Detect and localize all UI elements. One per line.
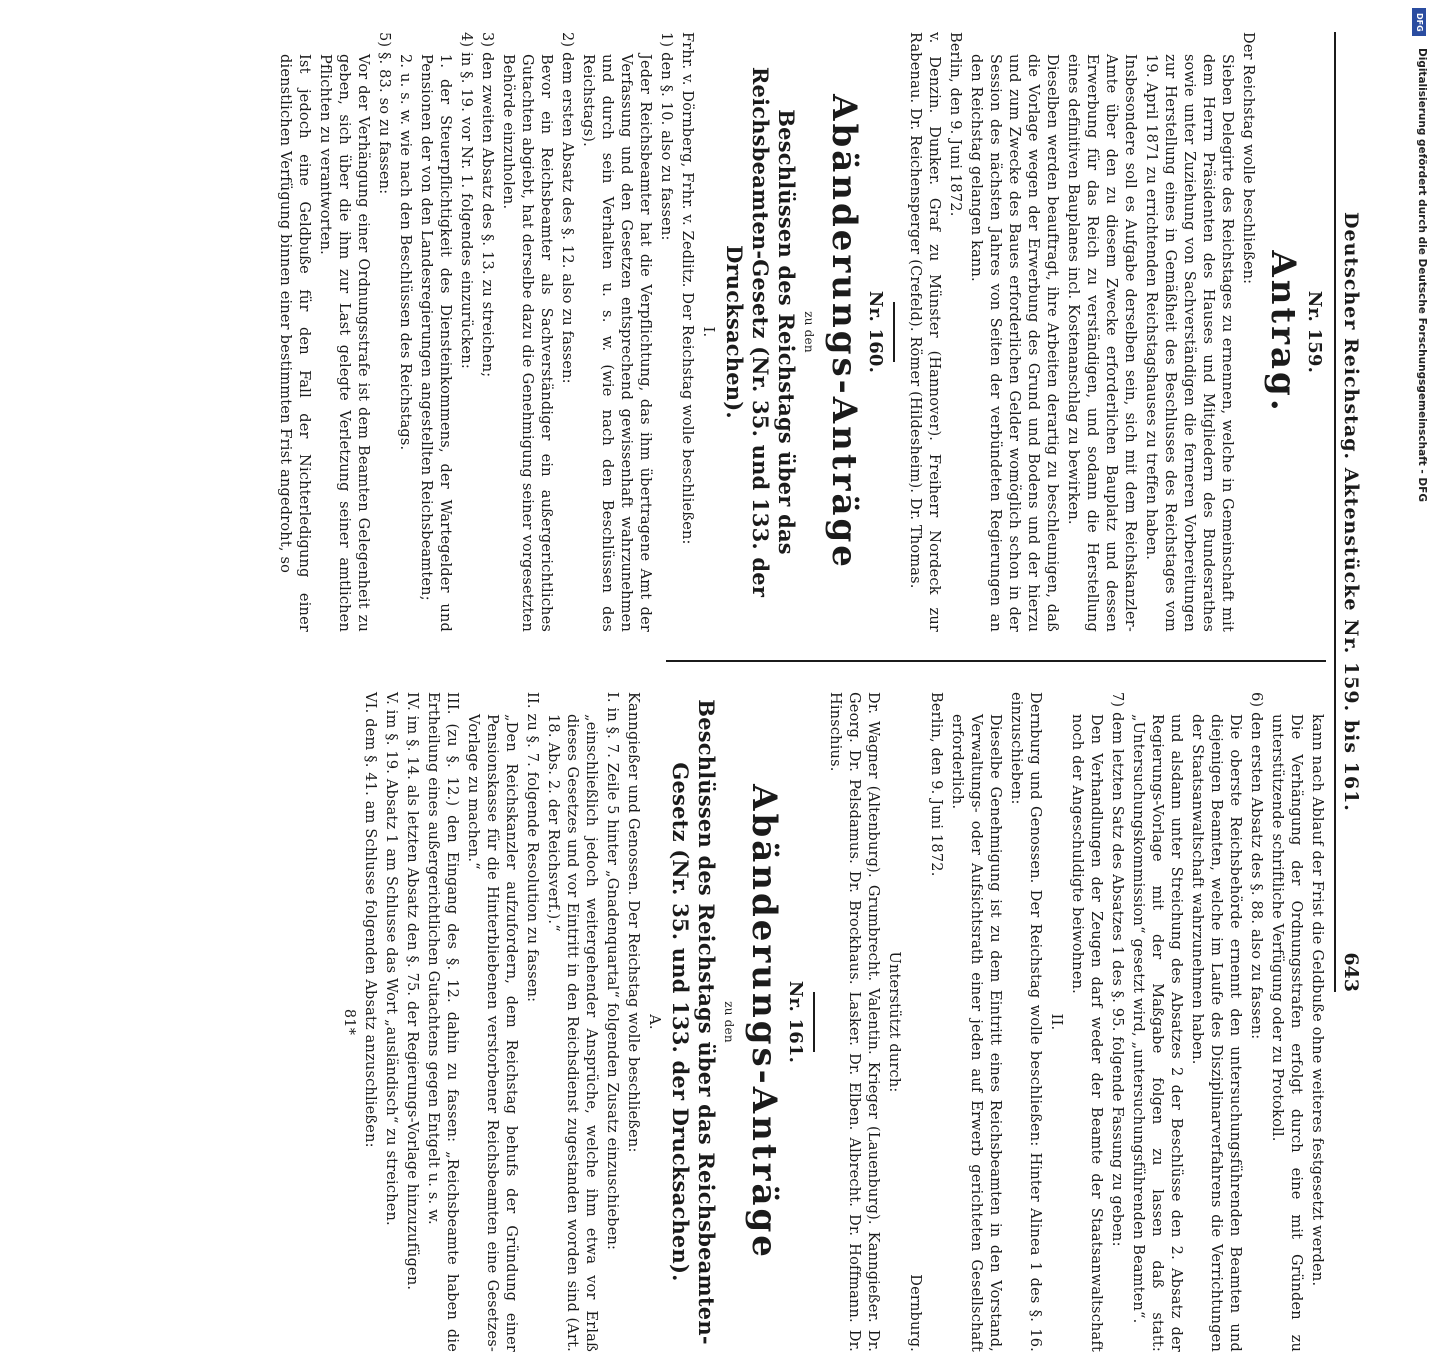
separator-rule bbox=[893, 302, 895, 362]
paragraph: Dieselben werden beauftragt, ihre Arbeiten derartig zu beschleunigen, daß die Vorlage wegen der Erwerbung des Grund und Bodens und der hierzu und zum Zwecke des Baues erforderlichen Gelder womöglich schon in der Session des nächsten Jahres von Seiten der verbündeten Regierungen an den Reichstag gelangen kann. bbox=[968, 54, 1060, 632]
paragraph: Sieben Delegirte des Reichstages zu ernennen, welche in Gemeinschaft mit dem Herrn Präsidenten des Hauses und Mitgliedern des Bundesrathes sowie unter Zuziehung von Sachverständigen die ferneren Vorbereitungen zur Herstellung eines in Gemäßheit des Beschlusses des Reichstages vom 19. April 1871 zu errichtenden Reichstagshauses zu treffen haben. bbox=[1143, 54, 1235, 632]
section-heading: Beschlüssen des Reichstags über das Reichsbeamten-Gesetz (Nr. 35. und 133. der Drucksachen). bbox=[668, 699, 719, 1345]
paragraph: Jeder Reichsbeamter hat die Verpflichtung, das ihm übertragene Amt der Verfassung und den Gesetzen entsprechend gewissenhaft wahrzunehmen und durch sein Verhalten u. s. w. (wie nach den Beschlüssen des Reichstags). bbox=[580, 54, 653, 632]
paragraph: Dieselbe Genehmigung ist zu dem Eintritt eines Reichsbeamten in den Vorstand, Verwaltungs- oder Aufsichtsrath einer jeden auf Erwerb gerichteten Gesellschaft erforderlich. bbox=[949, 714, 1003, 1352]
paragraph: Den Verhandlungen der Zeugen darf weder der Beamte der Staatsanwaltschaft noch der Angeschuldigte beiwohnen. bbox=[1069, 714, 1104, 1352]
header-title: Deutscher Reichstag. Aktenstücke Nr. 159. bis 161. bbox=[1340, 212, 1362, 812]
paragraph: Vor der Verhängung einer Ordnungsstrafe ist dem Beamten Gelegenheit zu geben, sich über die ihm zur Last gelegte Verletzung seiner amtlichen Pflichten zu verantworten. bbox=[317, 54, 371, 632]
signer: Dernburg. bbox=[907, 1274, 923, 1352]
paragraph: Bevor ein Reichsbeamter als Sachverständiger ein außergerichtliches Gutachten abgiebt, hat derselbe dazu die Genehmigung seiner vorgesetzten Behörde einzuholen. bbox=[500, 54, 554, 632]
paragraph: 2) dem ersten Absatz des §. 12. also zu fassen: bbox=[559, 32, 575, 384]
doc-number-160: Nr. 160. bbox=[865, 290, 886, 374]
section-letter: A. bbox=[646, 1014, 662, 1030]
paragraph: II. zu §. 7. folgende Resolution zu fassen: bbox=[524, 692, 540, 1003]
supported-by: Unterstützt durch: bbox=[886, 951, 902, 1093]
roman-numeral: II. bbox=[1048, 1013, 1064, 1031]
paragraph: 2. u. s. w. wie nach den Beschlüssen des Reichstags. bbox=[397, 54, 413, 451]
paragraph: 1. der Steuerpflichtigkeit des Diensteinkommens, der Wartegelder und Pensionen der von den Landesregierungen angestellten Reichsbeamten; bbox=[418, 54, 453, 632]
paragraph: III. (zu §. 12.) den Eingang des §. 12. dahin zu fassen: „Reichsbeamte haben die Ertheilung eines außergerichtlichen Gutachtens gegen Entgelt u. s. w. bbox=[425, 692, 460, 1352]
paragraph: Die Verhängung der Ordnungsstrafen erfolgt durch eine mit Gründen zu unterstützende schriftliche Verfügung oder zu Protokoll. bbox=[1269, 714, 1304, 1352]
doc-number-161: Nr. 161. bbox=[785, 980, 806, 1064]
supporters: Dr. Wagner (Altenburg). Grumbrecht. Valentin. Krieger (Lauenburg). Kanngießer. Dr. Georg. Dr. Pelsdamus. Dr. Brockhaus. Lasker. Dr. Elben. Albrecht. Dr. Hoffmann. Dr. Hinschius. bbox=[827, 692, 881, 1352]
paragraph: I. in §. 7. Zeile 5 hinter „Gnadenquartal“ folgenden Zusatz einzuschieben: bbox=[604, 692, 620, 1251]
date-line: Berlin, den 9. Juni 1872. bbox=[947, 32, 963, 217]
page-header bbox=[1334, 32, 1366, 992]
document-page bbox=[26, 32, 1366, 1352]
credit-text: Digitalisierung gefördert durch die Deutsche Forschungsgemeinschaft - DFG bbox=[1416, 48, 1428, 502]
paragraph: Dernburg und Genossen. Der Reichstag wolle beschließen: Hinter Alinea 1 des §. 16. einzuschieben: bbox=[1008, 692, 1043, 1352]
paragraph: Kanngießer und Genossen. Der Reichstag wolle beschließen: bbox=[625, 692, 641, 1153]
section-heading: Beschlüssen des Reichstags über das Reichsbeamten-Gesetz (Nr. 35. und 133. der Drucksachen). bbox=[722, 66, 799, 598]
doc-number-159: Nr. 159. bbox=[1304, 290, 1325, 374]
zu-den: zu den bbox=[722, 1001, 736, 1043]
paragraph: Die oberste Reichsbehörde ernennt den untersuchungsführenden Beamten und diejenigen Beamten, welche im Laufe des Disziplinarverfahrens die Verrichtungen der Staatsanwaltschaft wahrzunehmen haben. bbox=[1189, 714, 1243, 1352]
paragraph: 4) in §. 19. vor Nr. 1. folgendes einzurücken: bbox=[458, 32, 474, 369]
paragraph: 7) dem letzten Satz des Absatzes 1 des §. 95. folgende Fassung zu geben: bbox=[1109, 692, 1125, 1247]
right-column bbox=[337, 692, 1326, 1352]
zu-den: zu den bbox=[802, 311, 816, 353]
paragraph: 6) den ersten Absatz des §. 88. also zu fassen: bbox=[1248, 692, 1264, 1040]
signatories: v. Denzin. Dunker. Graf zu Münster (Hannover). Freiherr Nordeck zur Rabenau. Dr. Reichensperger (Crefeld). Römer (Hildesheim). Dr. Thomas. bbox=[907, 32, 942, 632]
paragraph: IV. im §. 14. als letzten Absatz den §. 75. der Regierungs-Vorlage hinzuzufügen. bbox=[404, 692, 420, 1291]
digitization-credit bbox=[1410, 8, 1428, 993]
paragraph: „Den Reichskanzler aufzufordern, dem Reichstag behufs der Gründung einer Pensionskasse für die Hinterbliebenen verstorbener Reichsbeamten eine Gesetzes-Vorlage zu machen.“ bbox=[465, 714, 519, 1352]
abaenderungs-title: Abänderungs-Anträge bbox=[744, 784, 784, 1260]
separator-rule bbox=[813, 992, 815, 1052]
paragraph: „einschließlich jedoch weitergehender Ansprüche, welche ihm etwa vor Erlaß dieses Gesetzes und vor Eintritt in den Reichsdienst zugestanden worden sind (Art. 18. Abs. 2. der Reichsverf.).“ bbox=[545, 714, 599, 1352]
paragraph: V. im §. 19. Absatz 1 am Schlusse das Wort „ausländisch“ zu streichen. bbox=[383, 692, 399, 1226]
paragraph: Ist jedoch eine Geldbuße für den Fall der Nichterledigung einer dienstlichen Verfügung binnen einer bestimmten Frist angedroht, so bbox=[277, 54, 312, 632]
paragraph: 1) den §. 10. also zu fassen: bbox=[658, 32, 674, 241]
signature-mark: 81* bbox=[341, 1008, 357, 1036]
paragraph: VI. dem §. 41. am Schlusse folgenden Absatz anzuschließen: bbox=[362, 692, 378, 1148]
page-number: 643 bbox=[1340, 952, 1362, 992]
left-column bbox=[273, 32, 1326, 632]
paragraph: Insbesondere soll es Aufgabe derselben sein, sich mit dem Reichskanzler-Amte über den zu diesem Zwecke erforderlichen Bauplatz und dessen Erwerbung für das Reich zu verständigen, und sodann die Herstellung eines definitiven Bauplanes incl. Kostenanschlag zu bewirken. bbox=[1065, 54, 1138, 632]
paragraph: 3) den zweiten Absatz des §. 13. zu streichen; bbox=[479, 32, 495, 378]
column-divider bbox=[666, 660, 1326, 662]
paragraph: Der Reichstag wolle beschließen: bbox=[1240, 32, 1256, 285]
paragraph: kann nach Ablauf der Frist die Geldbuße ohne weiteres festgesetzt werden. bbox=[1309, 714, 1325, 1287]
roman-numeral: I. bbox=[700, 326, 716, 338]
paragraph: und alsdann unter Streichung des Absatzes 2 der Beschlüsse den 2. Absatz der Regierungs-Vorlage mit der Maßgabe folgen zu lassen daß statt: „Untersuchungskommission“ gesetzt wird, „untersuchungsführenden Beamten“. bbox=[1130, 714, 1184, 1352]
paragraph: Frhr. v. Dörnberg, Frhr. v. Zedlitz. Der Reichstag wolle beschließen: bbox=[679, 32, 695, 545]
antrag-title: Antrag. bbox=[1263, 250, 1303, 414]
date-line: Berlin, den 9. Juni 1872. bbox=[928, 692, 944, 877]
abaenderungs-title: Abänderungs-Anträge bbox=[824, 94, 864, 570]
dfg-logo: DFG bbox=[1412, 8, 1426, 36]
paragraph: 5) §. 83. so zu fassen: bbox=[376, 32, 392, 195]
